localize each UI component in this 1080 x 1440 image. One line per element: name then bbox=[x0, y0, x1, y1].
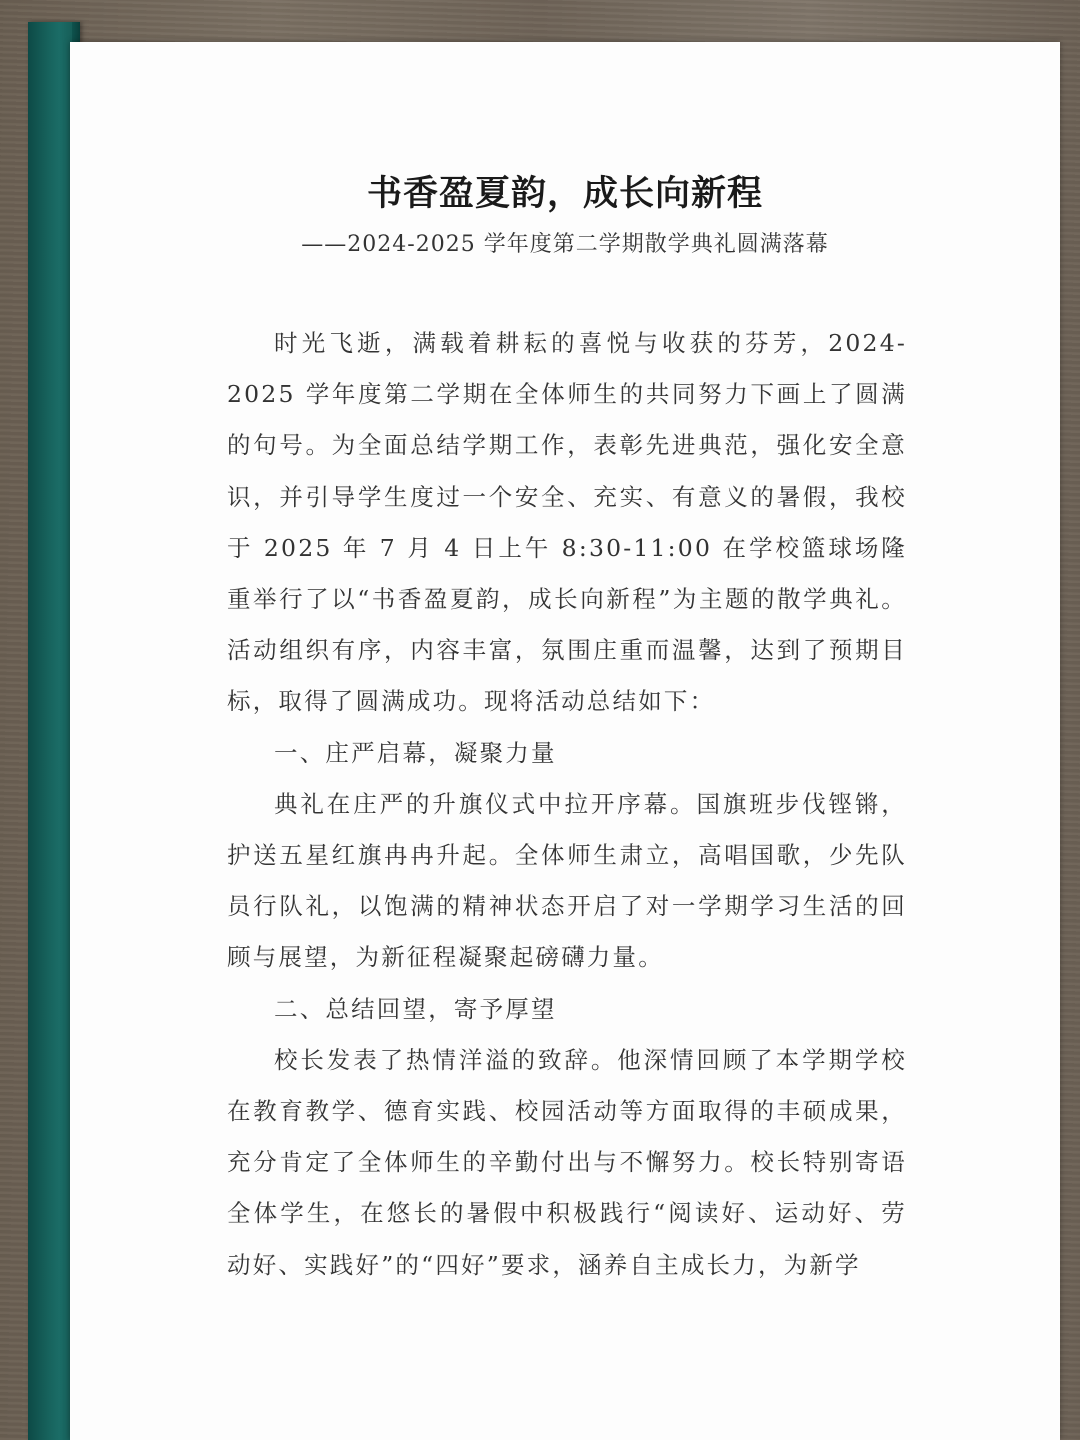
section-heading: 一、庄严启幕，凝聚力量 bbox=[274, 738, 557, 767]
section-paragraph: 典礼在庄严的升旗仪式中拉开序幕。国旗班步伐铿锵，护送五星红旗冉冉升起。全体师生肃立，高唱国歌，少先队员行队礼，以饱满的精神状态开启了对一学期学习生活的回顾与展望，为新征程凝聚起磅礴力量。 bbox=[227, 789, 907, 972]
document-page bbox=[70, 42, 1060, 1440]
document-body bbox=[227, 318, 907, 1291]
section-paragraph: 校长发表了热情洋溢的致辞。他深情回顾了本学期学校在教育教学、德育实践、校园活动等方面取得的丰硕成果，充分肯定了全体师生的辛勤付出与不懈努力。校长特别寄语全体学生，在悠长的暑假中积极践行“阅读好、运动好、劳动好、实践好”的“四好”要求，涵养自主成长力，为新学 bbox=[227, 1045, 907, 1279]
document-subtitle: ——2024-2025 学年度第二学期散学典礼圆满落幕 bbox=[301, 232, 829, 257]
section-heading: 二、总结回望，寄予厚望 bbox=[274, 994, 557, 1023]
intro-paragraph: 时光飞逝，满载着耕耘的喜悦与收获的芬芳，2024-2025 学年度第二学期在全体师生的共同努力下画上了圆满的句号。为全面总结学期工作，表彰先进典范，强化安全意识，并引导学生度过一个安全、充实、有意义的暑假，我校于 2025 年 7 月 4 日上午 8:30-11:00 在学校篮球场隆重举行了以“书香盈夏韵，成长向新程”为主题的散学典礼。活动组织有序，内容丰富，氛围庄重而温馨，达到了预期目标，取得了圆满成功。现将活动总结如下： bbox=[227, 329, 907, 716]
document-title: 书香盈夏韵，成长向新程 bbox=[366, 174, 763, 214]
